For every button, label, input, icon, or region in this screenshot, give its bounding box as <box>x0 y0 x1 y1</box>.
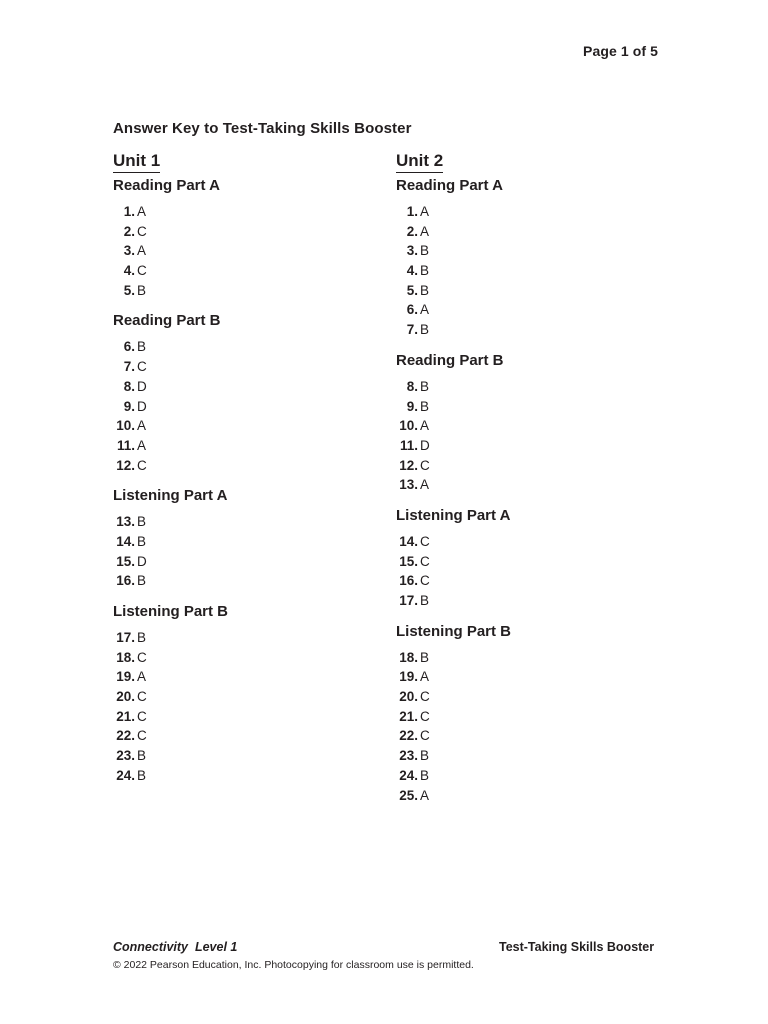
question-number: 1. <box>406 204 418 219</box>
question-number: 18. <box>116 649 135 665</box>
question-number: 13. <box>116 514 135 530</box>
answer-letter: C <box>137 689 147 705</box>
answer-letter: A <box>137 204 147 219</box>
answer-item <box>396 552 656 572</box>
answer-letter: B <box>137 533 147 549</box>
question-number: 6. <box>406 302 418 318</box>
question-number: 2. <box>406 223 418 239</box>
answer-letter: B <box>420 263 430 279</box>
answer-letter: B <box>137 767 147 783</box>
answer-item <box>113 571 373 591</box>
section-heading: Reading Part B <box>396 351 504 369</box>
answer-item <box>396 436 656 456</box>
question-number: 19. <box>116 669 135 685</box>
answer-item <box>396 726 656 746</box>
answer-letter: D <box>137 398 147 414</box>
answer-item <box>396 241 656 261</box>
answer-list <box>396 648 656 806</box>
answer-item <box>396 707 656 727</box>
question-number: 9. <box>406 398 418 414</box>
answer-item <box>113 416 373 436</box>
section-heading: Reading Part A <box>396 177 503 194</box>
question-number: 15. <box>116 553 135 569</box>
answer-letter: D <box>420 437 430 453</box>
answer-item <box>113 202 373 222</box>
answer-letter: C <box>137 728 147 744</box>
question-number: 14. <box>399 533 418 549</box>
answer-item <box>396 416 656 436</box>
answer-letter: A <box>420 418 430 434</box>
answer-letter: A <box>420 477 430 493</box>
section-heading: Listening Part A <box>396 506 511 524</box>
unit-heading: Unit 2 <box>396 151 443 173</box>
question-number: 4. <box>406 263 418 279</box>
question-number: 5. <box>406 282 418 298</box>
answer-item <box>396 475 656 495</box>
page-number: Page 1 of 5 <box>583 43 659 59</box>
question-number: 8. <box>123 378 135 394</box>
answer-letter: C <box>420 728 430 744</box>
answer-item <box>113 377 373 397</box>
answer-item <box>113 667 373 687</box>
answer-letter: B <box>137 748 147 764</box>
answer-item <box>396 261 656 281</box>
footer-book-title: Connectivity Level 1 <box>113 940 238 954</box>
answer-item <box>113 726 373 746</box>
answer-letter: D <box>137 378 147 394</box>
answer-item <box>113 436 373 456</box>
section-heading: Reading Part A <box>113 177 220 194</box>
answer-item <box>396 766 656 786</box>
question-number: 6. <box>123 339 135 355</box>
answer-letter: B <box>420 243 430 259</box>
answer-list <box>396 532 656 611</box>
unit-column <box>113 151 373 786</box>
answer-item <box>113 552 373 572</box>
answer-letter: C <box>420 457 430 473</box>
answer-letter: C <box>137 223 147 239</box>
question-number: 22. <box>399 728 418 744</box>
answer-letter: B <box>420 593 430 608</box>
answer-list <box>113 512 373 591</box>
question-number: 3. <box>406 243 418 259</box>
answer-letter: B <box>137 282 147 298</box>
section-heading: Listening Part B <box>396 622 512 640</box>
answer-item <box>113 357 373 377</box>
answer-item <box>113 281 373 301</box>
question-number: 13. <box>399 477 418 493</box>
answer-item <box>396 687 656 707</box>
question-number: 24. <box>399 767 418 783</box>
question-number: 22. <box>116 728 135 744</box>
answer-item <box>396 300 656 320</box>
question-number: 18. <box>399 649 418 665</box>
answer-letter: B <box>420 282 430 298</box>
answer-list <box>113 202 373 300</box>
answer-item <box>113 397 373 417</box>
question-number: 7. <box>406 322 418 338</box>
answer-letter: B <box>420 649 430 665</box>
answer-list <box>396 377 656 495</box>
footer-section-title: Test-Taking Skills Booster <box>499 940 655 954</box>
answer-item <box>396 648 656 668</box>
answer-letter: A <box>137 243 147 259</box>
answer-letter: A <box>420 669 430 685</box>
answer-letter: A <box>420 302 430 318</box>
document-title: Answer Key to Test-Taking Skills Booster <box>113 120 412 137</box>
question-number: 9. <box>123 398 135 414</box>
answer-item <box>113 628 373 648</box>
answer-item <box>113 687 373 707</box>
answer-item <box>113 766 373 786</box>
question-number: 10. <box>399 418 418 434</box>
question-number: 8. <box>406 378 418 394</box>
question-number: 23. <box>116 748 135 764</box>
answer-letter: A <box>420 787 430 803</box>
answer-letter: B <box>420 767 430 783</box>
question-number: 20. <box>399 689 418 705</box>
answer-letter: B <box>420 398 430 414</box>
question-number: 2. <box>123 223 135 239</box>
answer-item <box>113 222 373 242</box>
question-number: 4. <box>123 263 135 279</box>
section-heading: Reading Part B <box>113 312 221 330</box>
section-heading: Listening Part B <box>113 603 229 620</box>
question-number: 12. <box>116 457 135 473</box>
question-number: 17. <box>399 593 418 608</box>
answer-letter: B <box>137 514 147 530</box>
answer-list <box>113 628 373 786</box>
question-number: 20. <box>116 689 135 705</box>
answer-item <box>396 222 656 242</box>
answer-letter: A <box>137 437 147 453</box>
answer-letter: C <box>420 573 430 589</box>
question-number: 11. <box>116 437 135 453</box>
answer-item <box>113 337 373 357</box>
question-number: 25. <box>399 787 418 803</box>
question-number: 7. <box>123 359 135 375</box>
answer-item <box>113 456 373 476</box>
question-number: 23. <box>399 748 418 764</box>
answer-letter: C <box>137 708 147 724</box>
question-number: 14. <box>116 533 135 549</box>
question-number: 3. <box>123 243 135 259</box>
answer-letter: C <box>137 457 147 473</box>
answer-letter: C <box>137 263 147 279</box>
question-number: 21. <box>116 708 135 724</box>
answer-letter: C <box>420 689 430 705</box>
answer-list <box>113 337 373 475</box>
question-number: 24. <box>116 767 135 783</box>
answer-item <box>113 241 373 261</box>
answer-item <box>113 648 373 668</box>
answer-item <box>396 377 656 397</box>
answer-item <box>396 532 656 552</box>
question-number: 16. <box>399 573 418 589</box>
answer-letter: B <box>137 630 147 645</box>
answer-letter: C <box>420 708 430 724</box>
question-number: 17. <box>116 630 135 645</box>
answer-letter: B <box>420 322 430 338</box>
answer-item <box>396 320 656 340</box>
unit-column <box>396 151 656 805</box>
question-number: 15. <box>399 553 418 569</box>
question-number: 10. <box>116 418 135 434</box>
answer-item <box>396 397 656 417</box>
answer-letter: A <box>137 669 147 685</box>
answer-letter: B <box>420 748 430 764</box>
answer-letter: B <box>137 573 147 589</box>
answer-item <box>396 746 656 766</box>
answer-letter: B <box>137 339 147 355</box>
answer-item <box>396 591 656 611</box>
answer-letter: C <box>137 649 147 665</box>
answer-item <box>113 707 373 727</box>
answer-item <box>396 281 656 301</box>
question-number: 16. <box>116 573 135 589</box>
answer-list <box>396 202 656 340</box>
question-number: 5. <box>123 282 135 298</box>
section-heading: Listening Part A <box>113 487 228 505</box>
answer-item <box>396 667 656 687</box>
question-number: 21. <box>399 708 418 724</box>
answer-item <box>113 261 373 281</box>
answer-letter: C <box>420 553 430 569</box>
answer-item <box>113 512 373 532</box>
answer-item <box>396 786 656 806</box>
answer-letter: A <box>420 223 430 239</box>
answer-letter: D <box>137 553 147 569</box>
answer-letter: B <box>420 378 430 394</box>
answer-letter: C <box>420 533 430 549</box>
answer-letter: A <box>420 204 430 219</box>
question-number: 1. <box>123 204 135 219</box>
unit-heading: Unit 1 <box>113 151 160 173</box>
question-number: 11. <box>399 437 418 453</box>
answer-item <box>396 571 656 591</box>
answer-item <box>113 746 373 766</box>
answer-item <box>396 456 656 476</box>
answer-item <box>396 202 656 222</box>
question-number: 19. <box>399 669 418 685</box>
answer-letter: A <box>137 418 147 434</box>
copyright-notice: © 2022 Pearson Education, Inc. Photocopying for classroom use is permitted. <box>113 959 474 971</box>
question-number: 12. <box>399 457 418 473</box>
answer-letter: C <box>137 359 147 375</box>
answer-item <box>113 532 373 552</box>
